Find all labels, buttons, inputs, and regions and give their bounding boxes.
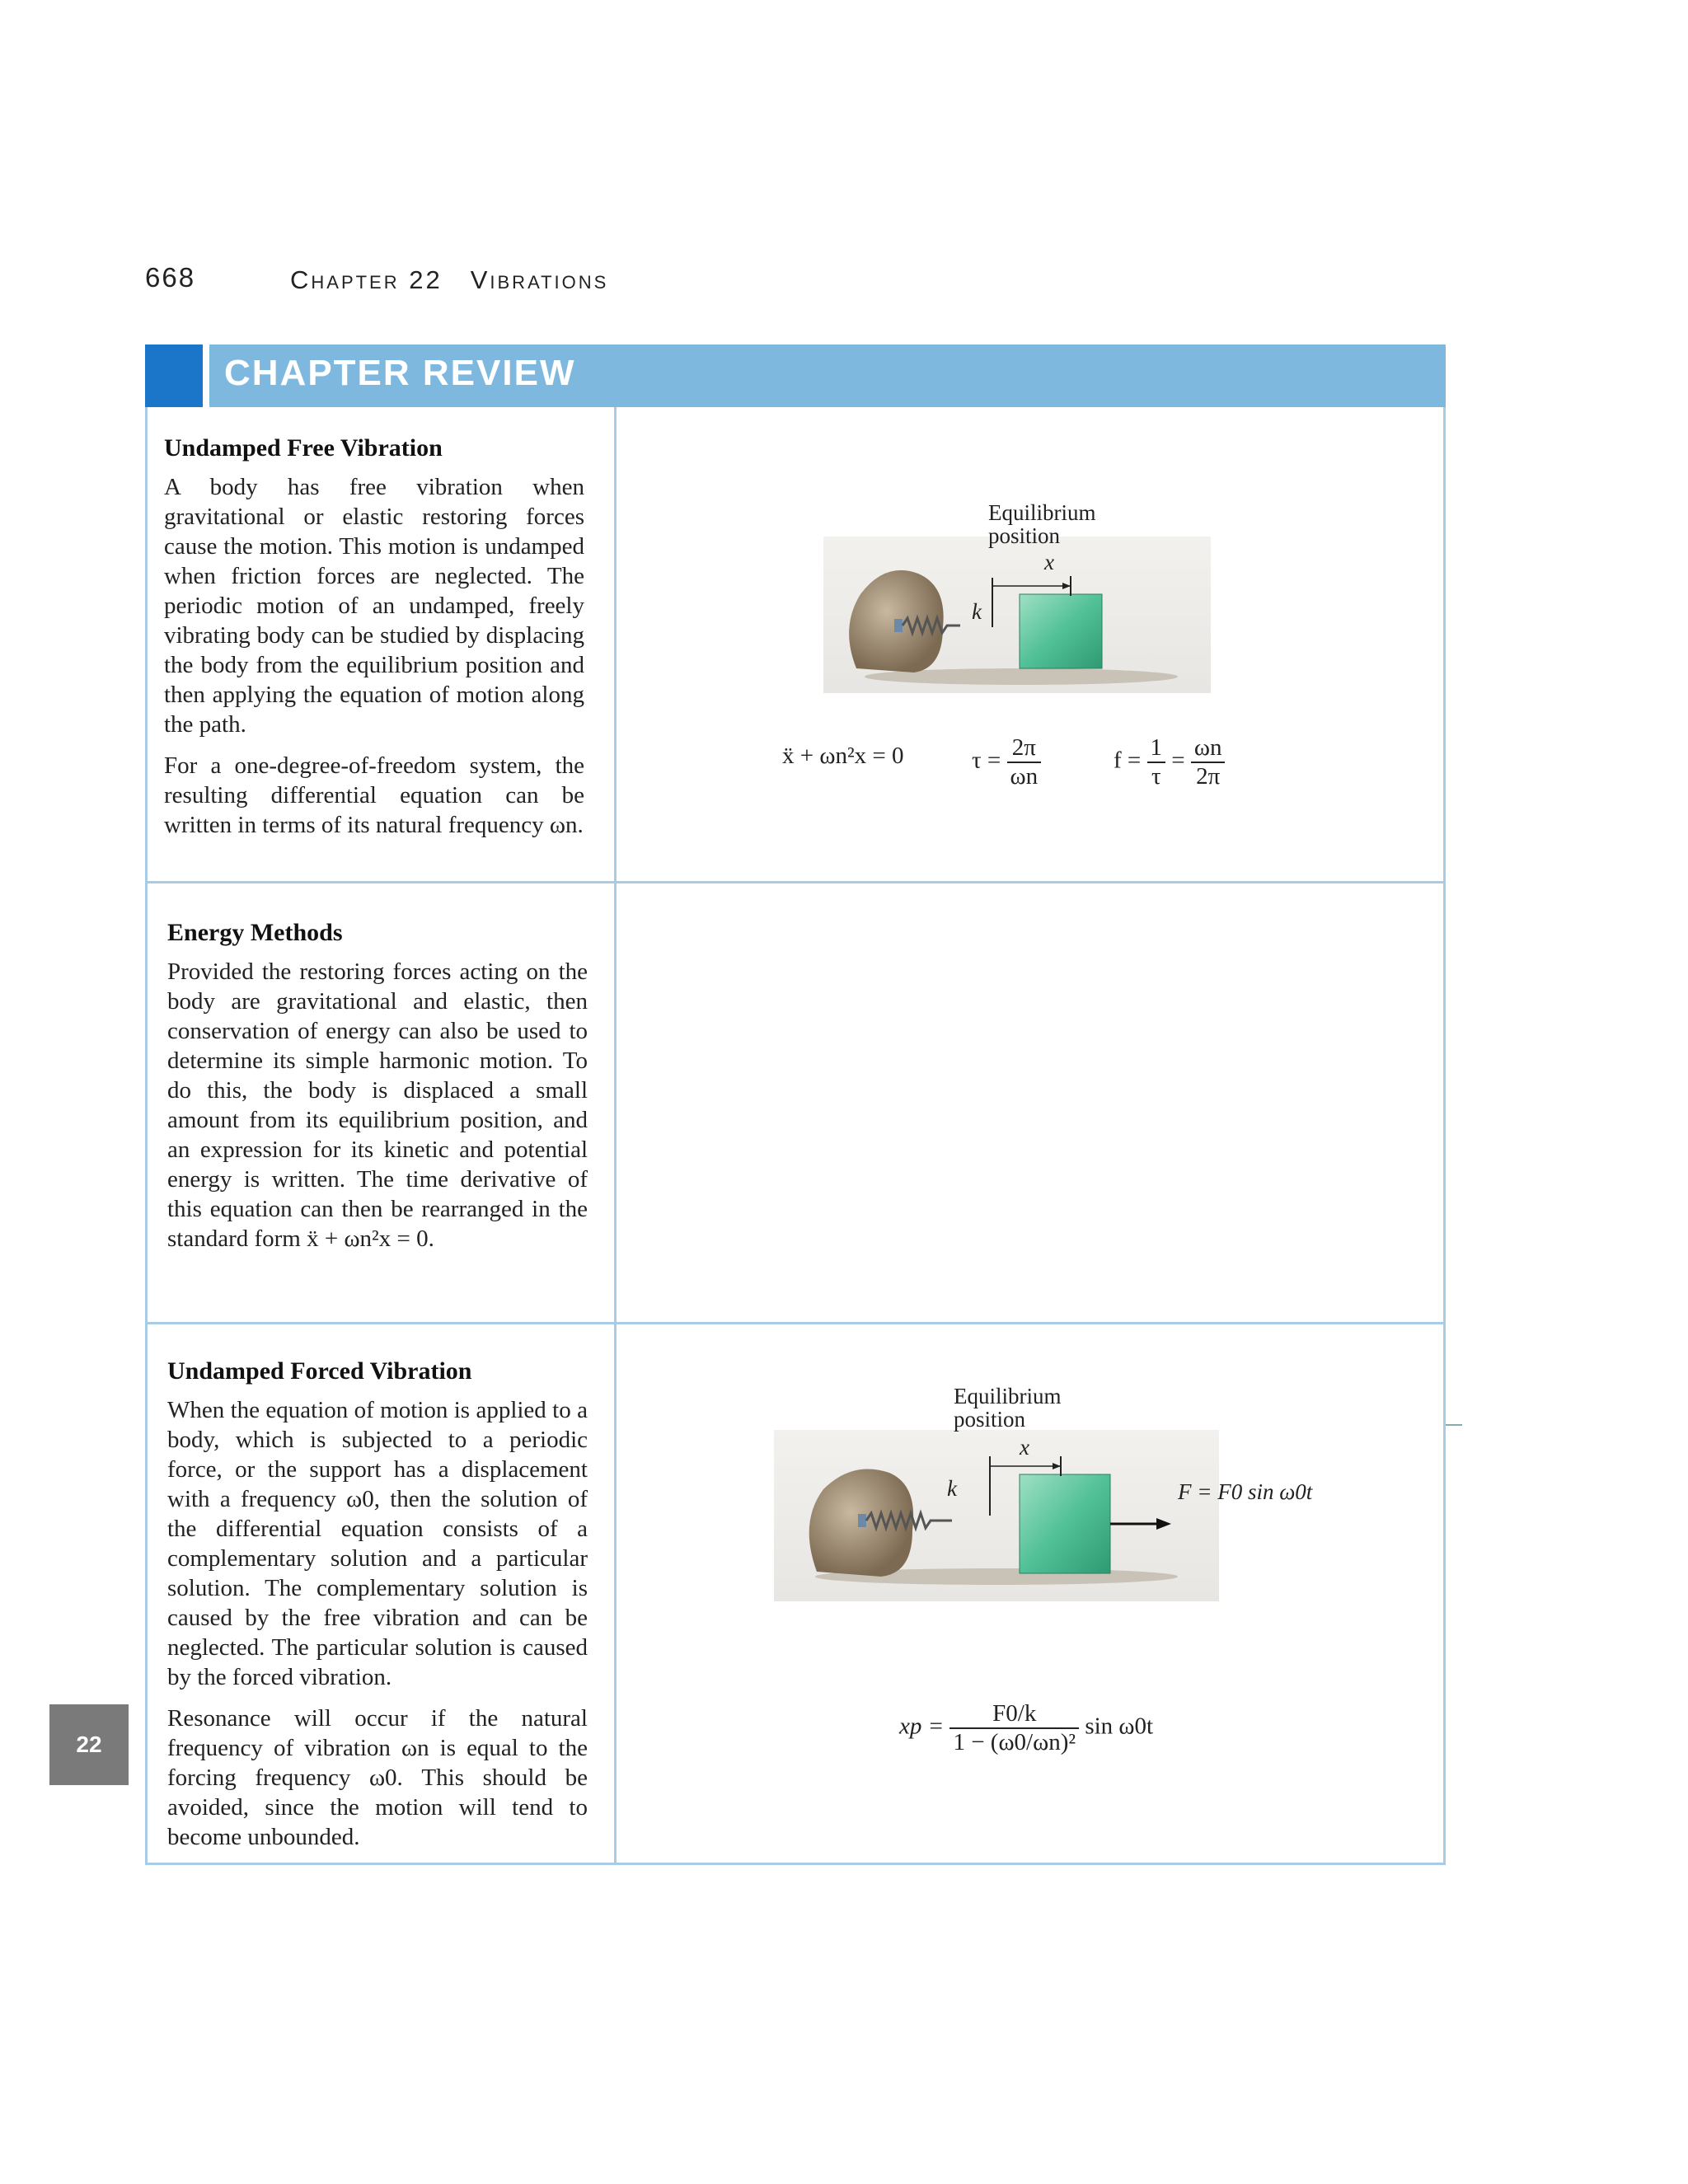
xp-lhs: xp = [899,1713,945,1740]
tau-lhs: τ = [972,747,1001,774]
tau-denominator: ωn [1010,763,1039,790]
xp-fraction [950,1700,1079,1756]
chapter-heading [290,265,636,295]
x-label: x [1044,550,1054,574]
position-label: position [988,523,1061,548]
frequency-equation [1114,734,1225,790]
margin-tick [1446,1424,1462,1426]
xp-denominator: 1 − (ω0/ωn)² [953,1729,1076,1755]
f-numerator-2: ωn [1191,734,1226,763]
xp-numerator: F0/k [950,1700,1079,1729]
chapter-review-title: CHAPTER REVIEW [224,353,576,393]
section-paragraph: A body has free vibration when gravitational or elastic restoring forces cause the motion. This motion is undamped when friction forces are neglected. The periodic motion of an undamped, freely vibrating body can be studied by displacing the body from the equilibrium position and then applying the equation of motion along the path. [164,474,584,738]
period-equation [972,734,1041,790]
equilibrium-label: Equilibrium [954,1384,1062,1408]
section-undamped-forced-vibration [167,1357,588,1863]
k-label: k [972,599,982,624]
f-denominator-1: τ [1151,763,1161,790]
chapter-side-tab: 22 [49,1704,129,1785]
chapter-label: Chapter 22 [290,265,443,294]
k-label: k [947,1476,957,1501]
section-paragraph: For a one-degree-of-freedom system, the resulting differential equation can be written in terms of its natural frequency ωn. [164,752,584,838]
mass-block [1020,1474,1110,1573]
column-divider [614,407,617,1865]
section-heading: Undamped Forced Vibration [167,1357,472,1385]
section-paragraph: Provided the restoring forces acting on the body are gravitational and elastic, then conservation of energy can also be used to determine its simple harmonic motion. To do this, the body is displaced a small amount from its equilibrium position, and an expression for its kinetic and potential energy is written. The time derivative of this equation can then be rearranged in the standard form ẍ + ωn²x = 0. [167,958,588,1252]
forced-vibration-figure [774,1384,1313,1605]
section-undamped-free-vibration [164,434,584,851]
equation-of-motion: ẍ + ωn²x = 0 [782,743,904,769]
spring-anchor [894,619,903,632]
banner-separator [203,344,209,407]
chapter-title: Vibrations [470,265,609,294]
f-lhs: f = [1114,747,1142,774]
f-fraction-1 [1147,734,1166,790]
tau-numerator: 2π [1007,734,1042,763]
section-energy-methods [167,919,588,1265]
row-divider-1 [148,881,1443,883]
chapter-review-box [145,344,1446,1865]
row-divider-2 [148,1322,1443,1324]
chapter-review-banner [145,344,1446,407]
force-label: F = F0 sin ω0t [1178,1479,1313,1504]
f-fraction-2 [1191,734,1226,790]
f-numerator-1: 1 [1147,734,1166,763]
f-equals: = [1171,747,1185,774]
banner-accent-square [145,344,203,407]
equilibrium-label: Equilibrium [988,500,1096,525]
x-label: x [1020,1435,1029,1460]
section-paragraph: When the equation of motion is applied to a body, which is subjected to a periodic force, or the support has a displacement with a frequency ω0, then the solution of the differential equation consists of a complementary solution and a particular solution. The complementary solution is caused by the free vibration and can be neglected. The particular solution is caused by the forced vibration. [167,1397,588,1690]
section-paragraph: Resonance will occur if the natural frequency of vibration ωn is equal to the forcing frequency ω0. This should be avoided, since the motion will tend to become unbounded. [167,1705,588,1850]
section-heading: Undamped Free Vibration [164,434,443,462]
particular-solution-equation [899,1700,1153,1756]
position-label: position [954,1407,1026,1432]
mass-block [1020,594,1102,668]
spring-anchor [858,1514,866,1527]
f-denominator-2: 2π [1196,763,1221,790]
page-number: 668 [145,262,196,293]
free-vibration-figure [823,500,1211,693]
xp-tail: sin ω0t [1085,1713,1154,1740]
section-heading: Energy Methods [167,919,343,946]
tau-fraction [1007,734,1042,790]
